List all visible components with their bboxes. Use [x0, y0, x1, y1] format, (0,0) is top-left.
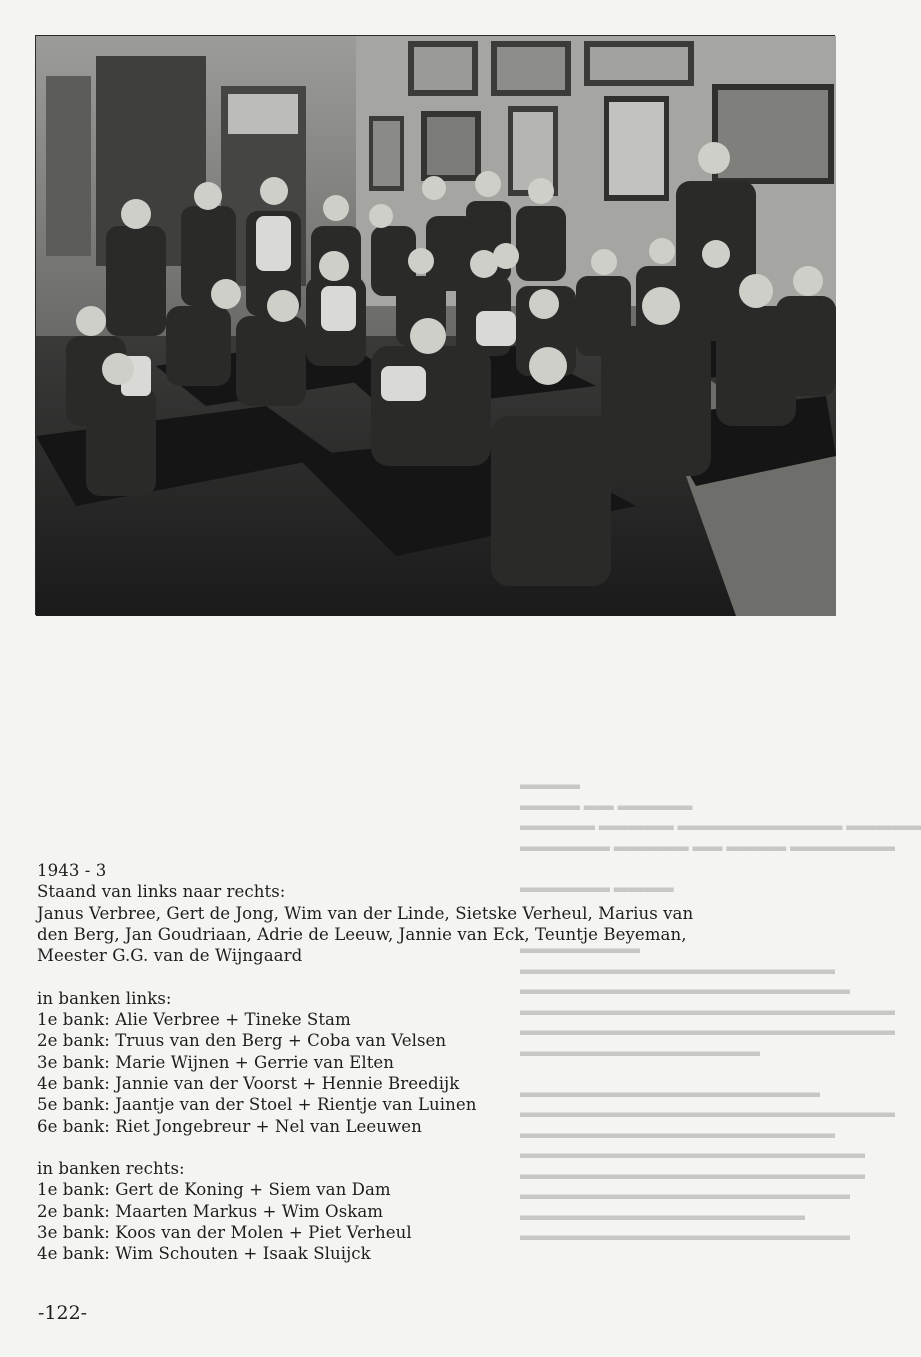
right-bench-line: 1e bank: Gert de Koning + Siem van Dam	[37, 1180, 391, 1200]
standing-heading: Staand van links naar rechts:	[37, 882, 286, 902]
standing-names-line: Janus Verbree, Gert de Jong, Wim van der Linde, Sietske Verheul, Marius van	[37, 903, 694, 923]
right-bench-line: 4e bank: Wim Schouten + Isaak Sluijck	[37, 1244, 371, 1264]
spacer	[37, 966, 857, 987]
right-bench-line: 2e bank: Maarten Markus + Wim Oskam	[37, 1201, 384, 1221]
class-photograph	[35, 35, 835, 615]
right-benches-heading: in banken rechts:	[37, 1159, 185, 1179]
left-bench-line: 2e bank: Truus van den Berg + Coba van Velsen	[37, 1031, 447, 1051]
left-bench-line: 1e bank: Alie Verbree + Tineke Stam	[37, 1010, 351, 1030]
bleed-through-texture: ▬▬▬▬ ▬▬▬▬ ▬▬ ▬▬▬▬▬ ▬▬▬▬▬ ▬▬▬▬▬ ▬▬▬▬▬▬▬▬▬▬▬ ▬▬▬▬▬ ▬▬▬▬▬▬ ▬▬▬▬▬ ▬▬ ▬▬▬▬ ▬▬▬▬▬▬▬ ▬▬▬▬▬▬ ▬▬▬▬ ▬▬▬▬▬▬▬▬ ▬▬▬▬▬▬▬▬▬▬▬▬▬▬▬▬▬▬▬▬▬ ▬▬▬▬▬▬▬▬▬▬▬▬▬▬▬▬▬▬▬▬▬▬ ▬▬▬▬▬▬▬▬▬▬▬▬▬▬▬▬▬▬▬▬▬▬▬▬▬ ▬▬▬▬▬▬▬▬▬▬▬▬▬▬▬▬▬▬▬▬▬▬▬▬▬ ▬▬▬▬▬▬▬▬▬▬▬▬▬▬▬▬ ▬▬▬▬▬▬▬▬▬▬▬▬▬▬▬▬▬▬▬▬ ▬▬▬▬▬▬▬▬▬▬▬▬▬▬▬▬▬▬▬▬▬▬▬▬▬ ▬▬▬▬▬▬▬▬▬▬▬▬▬▬▬▬▬▬▬▬▬ ▬▬▬▬▬▬▬▬▬▬▬▬▬▬▬▬▬▬▬▬▬▬▬ ▬▬▬▬▬▬▬▬▬▬▬▬▬▬▬▬▬▬▬▬▬▬▬ ▬▬▬▬▬▬▬▬▬▬▬▬▬▬▬▬▬▬▬▬▬▬ ▬▬▬▬▬▬▬▬▬▬▬▬▬▬▬▬▬▬▬ ▬▬▬▬▬▬▬▬▬▬▬▬▬▬▬▬▬▬▬▬▬▬	[520, 777, 921, 1244]
caption-year: 1943 - 3	[37, 861, 107, 880]
left-bench-line: 5e bank: Jaantje van der Stoel + Rientje van Luinen	[37, 1095, 477, 1115]
spacer	[37, 1137, 857, 1158]
left-bench-line: 4e bank: Jannie van der Voorst + Hennie Breedijk	[37, 1073, 460, 1093]
photo-caption	[37, 860, 857, 1265]
right-bench-line: 3e bank: Koos van der Molen + Piet Verheul	[37, 1223, 412, 1243]
standing-names-line: den Berg, Jan Goudriaan, Adrie de Leeuw, Jannie van Eck, Teuntje Beyeman,	[37, 924, 687, 944]
class-photograph-illustration	[36, 36, 836, 616]
left-bench-line: 6e bank: Riet Jongebreur + Nel van Leeuwen	[37, 1116, 422, 1136]
left-benches-heading: in banken links:	[37, 988, 172, 1008]
standing-names-line: Meester G.G. van de Wijngaard	[37, 946, 303, 966]
page-number: -122-	[38, 1302, 88, 1324]
left-bench-line: 3e bank: Marie Wijnen + Gerrie van Elten	[37, 1052, 395, 1072]
